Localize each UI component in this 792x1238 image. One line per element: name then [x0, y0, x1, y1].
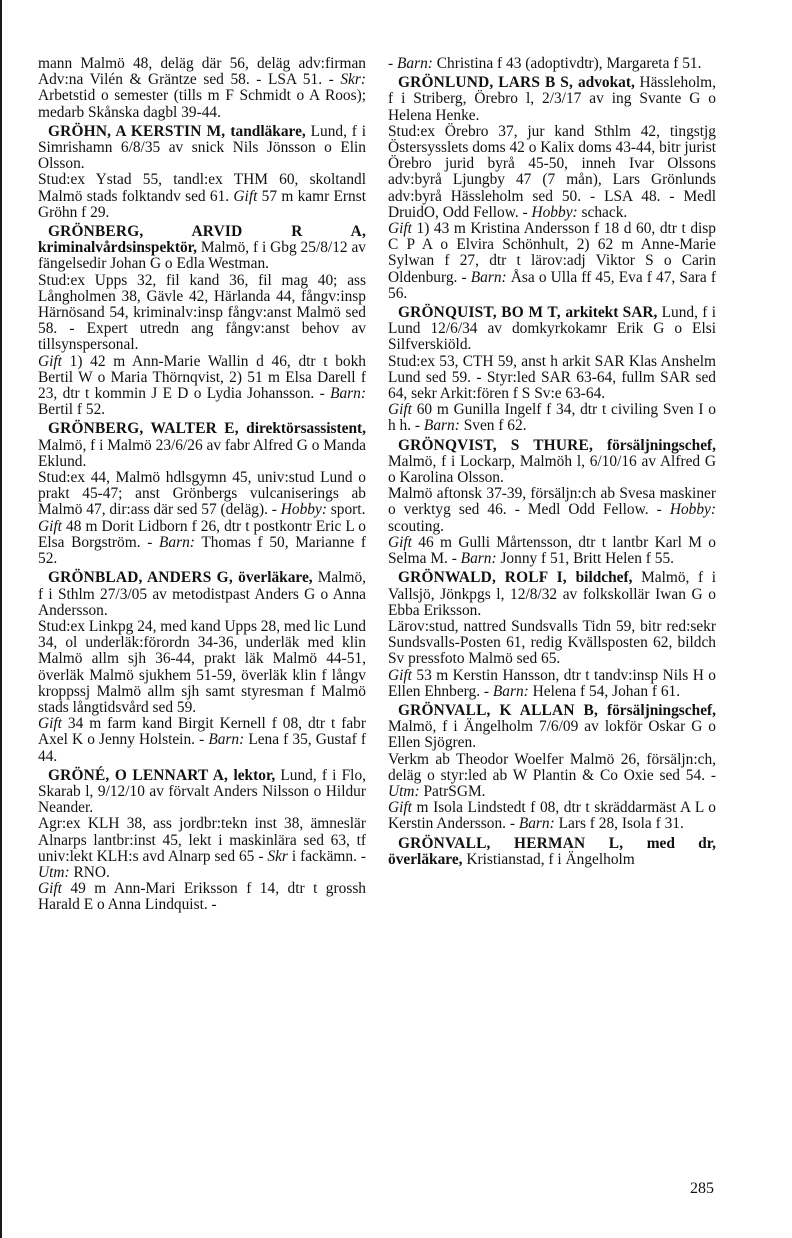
entry-text: 1) 43 m Kristina Andersson f 18 d 60, dtr t disp C P A o Elvira Schönhult, 2) 62 m Anne-Marie Sylwan f 27, dtr t lärov:adj Viktor S o Carin Oldenburg. - — [388, 220, 716, 286]
entry-text-paragraph — [38, 881, 366, 913]
person-title: med dr, överläkare, — [388, 834, 716, 868]
entry-text: Jonny f 51, Britt Helen f 55. — [496, 550, 674, 568]
person-title: överläkare, — [238, 569, 313, 587]
entry-text: Sven f 62. — [459, 417, 527, 435]
entry-text: Stud:ex Örebro 37, jur kand Sthlm 42, tingstjg Östersysslets doms 42 o Kalix doms 43-44, bitr jurist Örebro jurid byrå 45-50, inneh Ivar Olssons adv:byrå Ljungby 47 (7 mån), Lars Grönlunds adv:byrå Hässleholm sed 50. - LSA 48. - Medl DruidO, Odd Fellow. - — [388, 122, 716, 221]
entry-text-paragraph — [388, 535, 716, 567]
entry-text: Lars f 28, Isola f 31. — [554, 815, 684, 833]
entry-text: sport. — [326, 501, 366, 519]
field-label: Hobby: — [280, 501, 327, 519]
entry-text-paragraph — [38, 519, 366, 568]
entry-heading-paragraph — [38, 421, 366, 470]
field-label: Skr — [267, 847, 288, 865]
entry-text: 60 m Gunilla Ingelf f 34, dtr t civiling Sven I o h h. - — [388, 401, 716, 435]
entry-text: Stud:ex Ystad 55, tandl:ex THM 60, skoltandl Malmö stads folktandv sed 61. — [38, 171, 366, 205]
person-title: advokat, — [577, 74, 635, 92]
person-name: GRÖNQUIST, BO M T, — [398, 304, 566, 322]
entry-text-paragraph — [388, 800, 716, 832]
person-name: GRÖNVALL, HERMAN L, — [398, 834, 647, 852]
entry-text-paragraph — [388, 486, 716, 535]
entry-text-paragraph — [388, 124, 716, 221]
left-column — [38, 56, 366, 914]
entry-text: Thomas f 50, Marianne f 52. — [38, 533, 366, 568]
entry-text: Stud:ex Upps 32, fil kand 36, fil mag 40; ass Långholmen 38, Gävle 42, Härlanda 44, fångv:insp Härnösand 54, kriminalv:insp fångv:anst Malmö sed 58. - Expert utredn ang fångv:anst behov av tillsynspersonal. — [38, 271, 366, 354]
entry-text: Malmö, f i Ängelholm 7/6/09 av lokför Oskar G o Ellen Sjögren. — [388, 718, 716, 752]
field-label: Gift — [388, 799, 412, 817]
entry-text: Bertil f 52. — [38, 401, 106, 419]
field-label: Gift — [388, 220, 412, 238]
entry-text-paragraph — [388, 221, 716, 302]
field-label: Gift — [38, 352, 62, 370]
entry-text: i fackämn. - — [287, 847, 366, 865]
entry-text-paragraph — [38, 816, 366, 881]
entry-text: 48 m Dorit Lidborn f 26, dtr t postkontr Eric L o Elsa Borgström. - — [38, 517, 366, 551]
entry-text-paragraph — [388, 354, 716, 403]
entry-text: Stud:ex Linkpg 24, med kand Upps 28, med lic Lund 34, ol underläk:förordn 34-36, underläk med klin Malmö allm sjh 36-44, prakt läk Malmö 44-51, överläk Malmö sjukhem 51-59, överläk klin f långv kroppssj Malmö allm sjh samt styresman f Malmö stads långtidsvård sed 59. — [38, 617, 366, 716]
entry-text: Verkm ab Theodor Woelfer Malmö 26, försäljn:ch, deläg o styr:led ab W Plantin & Co Oxie sed 54. - — [388, 750, 716, 784]
person-title: försäljningschef, — [606, 701, 716, 719]
entry-text-paragraph — [388, 668, 716, 700]
entry-text: Malmö, f i Gbg 25/8/12 av fängelsedir Johan G o Edla Westman. — [38, 239, 366, 273]
page-number: 285 — [690, 1180, 714, 1197]
entry-text: 53 m Kerstin Hansson, dtr t tandv:insp Nils H o Ellen Ehnberg. - — [388, 666, 716, 700]
entry-text: Lena f 35, Gustaf f 44. — [38, 731, 366, 765]
entry-text: 1) 42 m Ann-Marie Wallin d 46, dtr t bokh Bertil W o Maria Thörnqvist, 2) 51 m Elsa Darell f 23, dtr t kommin J E D o Lydia Johansson. - — [38, 352, 366, 403]
person-name: GRÖNÉ, O LENNART A, — [48, 766, 234, 784]
entry-text: Christina f 43 (adoptivdtr), Margareta f 51. — [432, 55, 702, 72]
field-label: Barn: — [159, 533, 195, 551]
person-name: GRÖNBLAD, ANDERS G, — [48, 569, 239, 587]
entry-text: Arbetstid o semester (tills m F Schmidt o A Roos); medarb Skånska dagbl 39-44. — [38, 87, 366, 121]
entry-heading-paragraph — [388, 570, 716, 619]
entry-text: 46 m Gulli Mårtensson, dtr t lantbr Karl M o Selma M. - — [388, 533, 716, 568]
entry-heading-paragraph — [388, 305, 716, 354]
entry-heading-paragraph — [38, 570, 366, 619]
field-label: Gift — [38, 715, 62, 733]
field-label: Barn: — [518, 815, 555, 833]
entry-text: Stud:ex 53, CTH 59, anst h arkit SAR Klas Anshelm Lund sed 59. - Styr:led SAR 63-64, fullm SAR sed 64, sekr Arkit:fören f S Sv:e 63-64. — [388, 352, 716, 403]
entry-heading-paragraph — [388, 703, 716, 752]
person-title: arkitekt SAR, — [565, 304, 658, 322]
field-label: Gift — [233, 187, 258, 205]
entry-heading-paragraph — [38, 768, 366, 817]
field-label: Utm: — [388, 782, 420, 800]
entry-text: - — [388, 55, 397, 72]
entry-heading-paragraph — [388, 836, 716, 868]
field-label: Gift — [388, 533, 412, 551]
entry-text: Malmö, f i Vallsjö, Jönkpgs l, 12/8/32 av folkskollär Iwan G o Ebba Eriksson. — [388, 569, 716, 619]
entry-heading-paragraph — [388, 438, 716, 487]
entry-text: Agr:ex KLH 38, ass jordbr:tekn inst 38, ämneslär Alnarps lantbr:inst 45, lekt i maskinlära sed 63, tf univ:lekt KLH:s avd Alnarp sed 65 - — [38, 815, 366, 865]
person-name: GRÖNQVIST, S THURE, — [398, 436, 607, 454]
entry-text-paragraph — [38, 354, 366, 419]
entry-text: mann Malmö 48, deläg där 56, deläg adv:firman Adv:na Vilén & Gräntze sed 58. - LSA 51. - — [38, 55, 366, 89]
person-title: bildchef, — [575, 569, 633, 587]
entry-text: Stud:ex 44, Malmö hdlsgymn 45, univ:stud Lund o prakt 45-47; anst Grönbergs vulcaniserings ab Malmö 47, dir:ass där sed 57 (deläg). - — [38, 469, 366, 519]
field-label: Barn: — [423, 417, 460, 435]
field-label: Barn: — [470, 268, 507, 286]
entry-text-paragraph — [38, 716, 366, 765]
field-label: Barn: — [208, 731, 245, 749]
right-column — [388, 56, 716, 868]
person-title: lektor, — [233, 766, 276, 784]
entry-text-paragraph — [38, 172, 366, 221]
entry-text-paragraph — [388, 402, 716, 434]
entry-text: Lund, f i Simrishamn 6/8/35 av snick Nils Jönsson o Elin Olsson. — [38, 122, 366, 173]
field-label: Gift — [38, 517, 62, 535]
field-label: Hobby: — [531, 203, 578, 221]
field-label: Barn: — [330, 385, 366, 403]
entry-text: Lund, f i Lund 12/6/34 av domkyrkokamr Erik G o Elsi Silfverskiöld. — [388, 304, 716, 354]
person-title: tandläkare, — [230, 122, 306, 140]
entry-text: RNO. — [69, 863, 110, 881]
person-name: GRÖNVALL, K ALLAN B, — [398, 701, 607, 719]
entry-text: Lund, f i Flo, Skarab l, 9/12/10 av förvalt Anders Nilsson o Hildur Neander. — [38, 766, 366, 817]
field-label: Skr: — [340, 71, 366, 89]
entry-text: scouting. — [388, 517, 445, 535]
person-title: direktörsassistent, — [246, 420, 366, 438]
entry-text: Malmö, f i Malmö 23/6/26 av fabr Alfred G o Manda Eklund. — [38, 436, 366, 470]
entry-text-paragraph — [38, 273, 366, 354]
person-title: kriminalvårdsinspektör, — [38, 239, 197, 257]
field-label: Barn: — [396, 55, 433, 72]
entry-text-paragraph — [38, 56, 366, 121]
entry-text: m Isola Lindstedt f 08, dtr t skräddarmäst A L o Kerstin Andersson. - — [388, 799, 716, 833]
entry-heading-paragraph — [38, 124, 366, 173]
entry-text: Malmö, f i Sthlm 27/3/05 av metodistpast Anders G o Anna Andersson. — [38, 569, 366, 619]
field-label: Gift — [388, 666, 412, 684]
person-name: GRÖNBERG, ARVID R A, — [48, 223, 366, 241]
entry-text: Malmö, f i Lockarp, Malmöh l, 6/10/16 av Alfred G o Karolina Olsson. — [388, 452, 716, 487]
entry-text: Lärov:stud, nattred Sundsvalls Tidn 59, bitr red:sekr Sundsvalls-Posten 61, redig Kvällsposten 62, bildch Sv pressfoto Malmö sed 65. — [388, 617, 716, 668]
person-title: försäljningschef, — [606, 436, 716, 454]
entry-text: Malmö aftonsk 37-39, försäljn:ch ab Svesa maskiner o verktyg sed 46. - Medl Odd Fellow. - — [388, 485, 716, 519]
entry-text: schack. — [577, 203, 628, 221]
field-label: Hobby: — [669, 501, 716, 519]
entry-text: Hässleholm, f i Striberg, Örebro l, 2/3/17 av ing Svante G o Helena Henke. — [388, 74, 716, 124]
entry-heading-paragraph — [38, 224, 366, 273]
person-name: GRÖHN, A KERSTIN M, — [48, 122, 231, 140]
entry-text: Helena f 54, Johan f 61. — [528, 682, 681, 700]
field-label: Utm: — [38, 863, 70, 881]
entry-text-paragraph — [388, 619, 716, 668]
entry-heading-paragraph — [388, 75, 716, 124]
field-label: Barn: — [460, 550, 497, 568]
entry-text: Åsa o Ulla ff 45, Eva f 47, Sara f 56. — [388, 268, 716, 302]
page-edge-line — [0, 0, 2, 1238]
entry-text-paragraph — [388, 752, 716, 801]
entry-text-paragraph — [388, 56, 716, 72]
entry-text: PatrSGM. — [419, 782, 486, 800]
entry-text-paragraph — [38, 470, 366, 519]
field-label: Gift — [38, 880, 62, 898]
entry-text: 57 m kamr Ernst Gröhn f 29. — [38, 187, 366, 221]
entry-text: 34 m farm kand Birgit Kernell f 08, dtr t fabr Axel K o Jenny Holstein. - — [38, 715, 366, 749]
person-name: GRÖNWALD, ROLF I, — [398, 569, 576, 587]
field-label: Gift — [388, 401, 412, 419]
entry-text: 49 m Ann-Mari Eriksson f 14, dtr t grossh Harald E o Anna Lindquist. - — [38, 880, 366, 914]
entry-text-paragraph — [38, 619, 366, 716]
field-label: Barn: — [492, 682, 529, 700]
entry-text: Kristianstad, f i Ängelholm — [462, 850, 635, 868]
person-name: GRÖNLUND, LARS B S, — [398, 74, 578, 92]
person-name: GRÖNBERG, WALTER E, — [48, 420, 247, 438]
